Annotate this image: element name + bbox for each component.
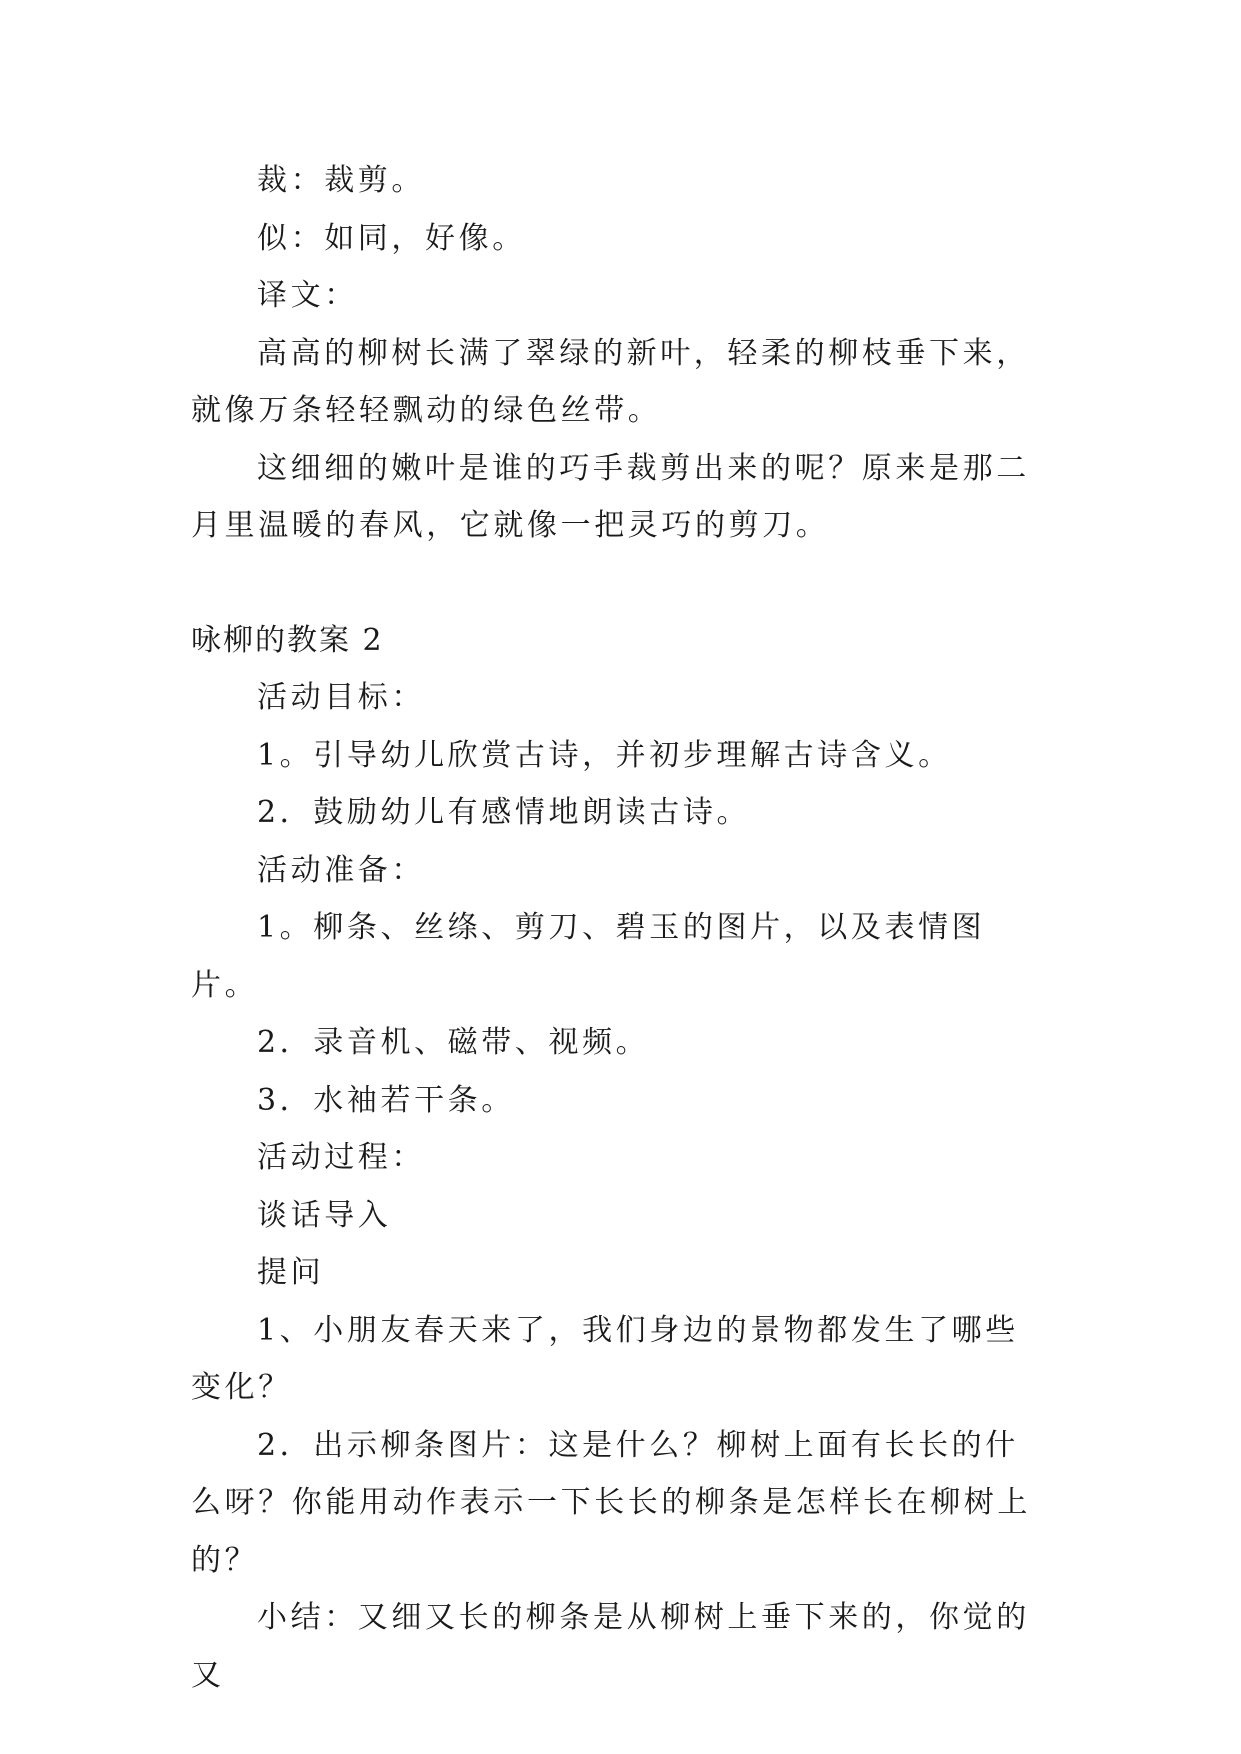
paragraph-translation-1: 高高的柳树长满了翠绿的新叶，轻柔的柳枝垂下来，就像万条轻轻飘动的绿色丝带。 bbox=[191, 335, 1030, 428]
paragraph-translation-label: 译文： bbox=[257, 278, 358, 313]
paragraph-prep-3: 3．水袖若干条。 bbox=[257, 1082, 515, 1118]
paragraph-prep-1: 1。柳条、丝绦、剪刀、碧玉的图片，以及表情图片。 bbox=[191, 910, 986, 1003]
paragraph-question-1: 1、小朋友春天来了，我们身边的景物都发生了哪些变化？ bbox=[191, 1312, 1019, 1405]
paragraph-activity-goals-label: 活动目标： bbox=[257, 680, 425, 715]
section-gap bbox=[191, 555, 1051, 612]
paragraph-definition-si: 似：如同，好像。 bbox=[257, 220, 526, 256]
paragraph-goal-1: 1。引导幼儿欣赏古诗，并初步理解古诗含义。 bbox=[257, 737, 952, 773]
paragraph-definition-cai: 裁：裁剪。 bbox=[257, 163, 425, 198]
paragraph-activity-prep-label: 活动准备： bbox=[257, 852, 425, 888]
section-heading: 咏柳的教案 2 bbox=[191, 622, 384, 658]
paragraph-goal-2: 2．鼓励幼儿有感情地朗读古诗。 bbox=[257, 795, 751, 830]
paragraph-translation-2: 这细细的嫩叶是谁的巧手裁剪出来的呢？原来是那二月里温暖的春风，它就像一把灵巧的剪刀。 bbox=[191, 450, 1030, 543]
paragraph-question-2: 2．出示柳条图片：这是什么？柳树上面有长长的什么呀？你能用动作表示一下长长的柳条是怎样长在柳树上的？ bbox=[191, 1427, 1031, 1578]
paragraph-activity-process-label: 活动过程： bbox=[257, 1140, 425, 1175]
paragraph-question-label: 提问 bbox=[257, 1255, 325, 1290]
paragraph-prep-2: 2．录音机、磁带、视频。 bbox=[257, 1025, 650, 1060]
document-body bbox=[191, 152, 1051, 1704]
paragraph-intro: 谈话导入 bbox=[257, 1197, 392, 1233]
paragraph-summary: 小结：又细又长的柳条是从柳树上垂下来的，你觉的又 bbox=[191, 1600, 1030, 1693]
